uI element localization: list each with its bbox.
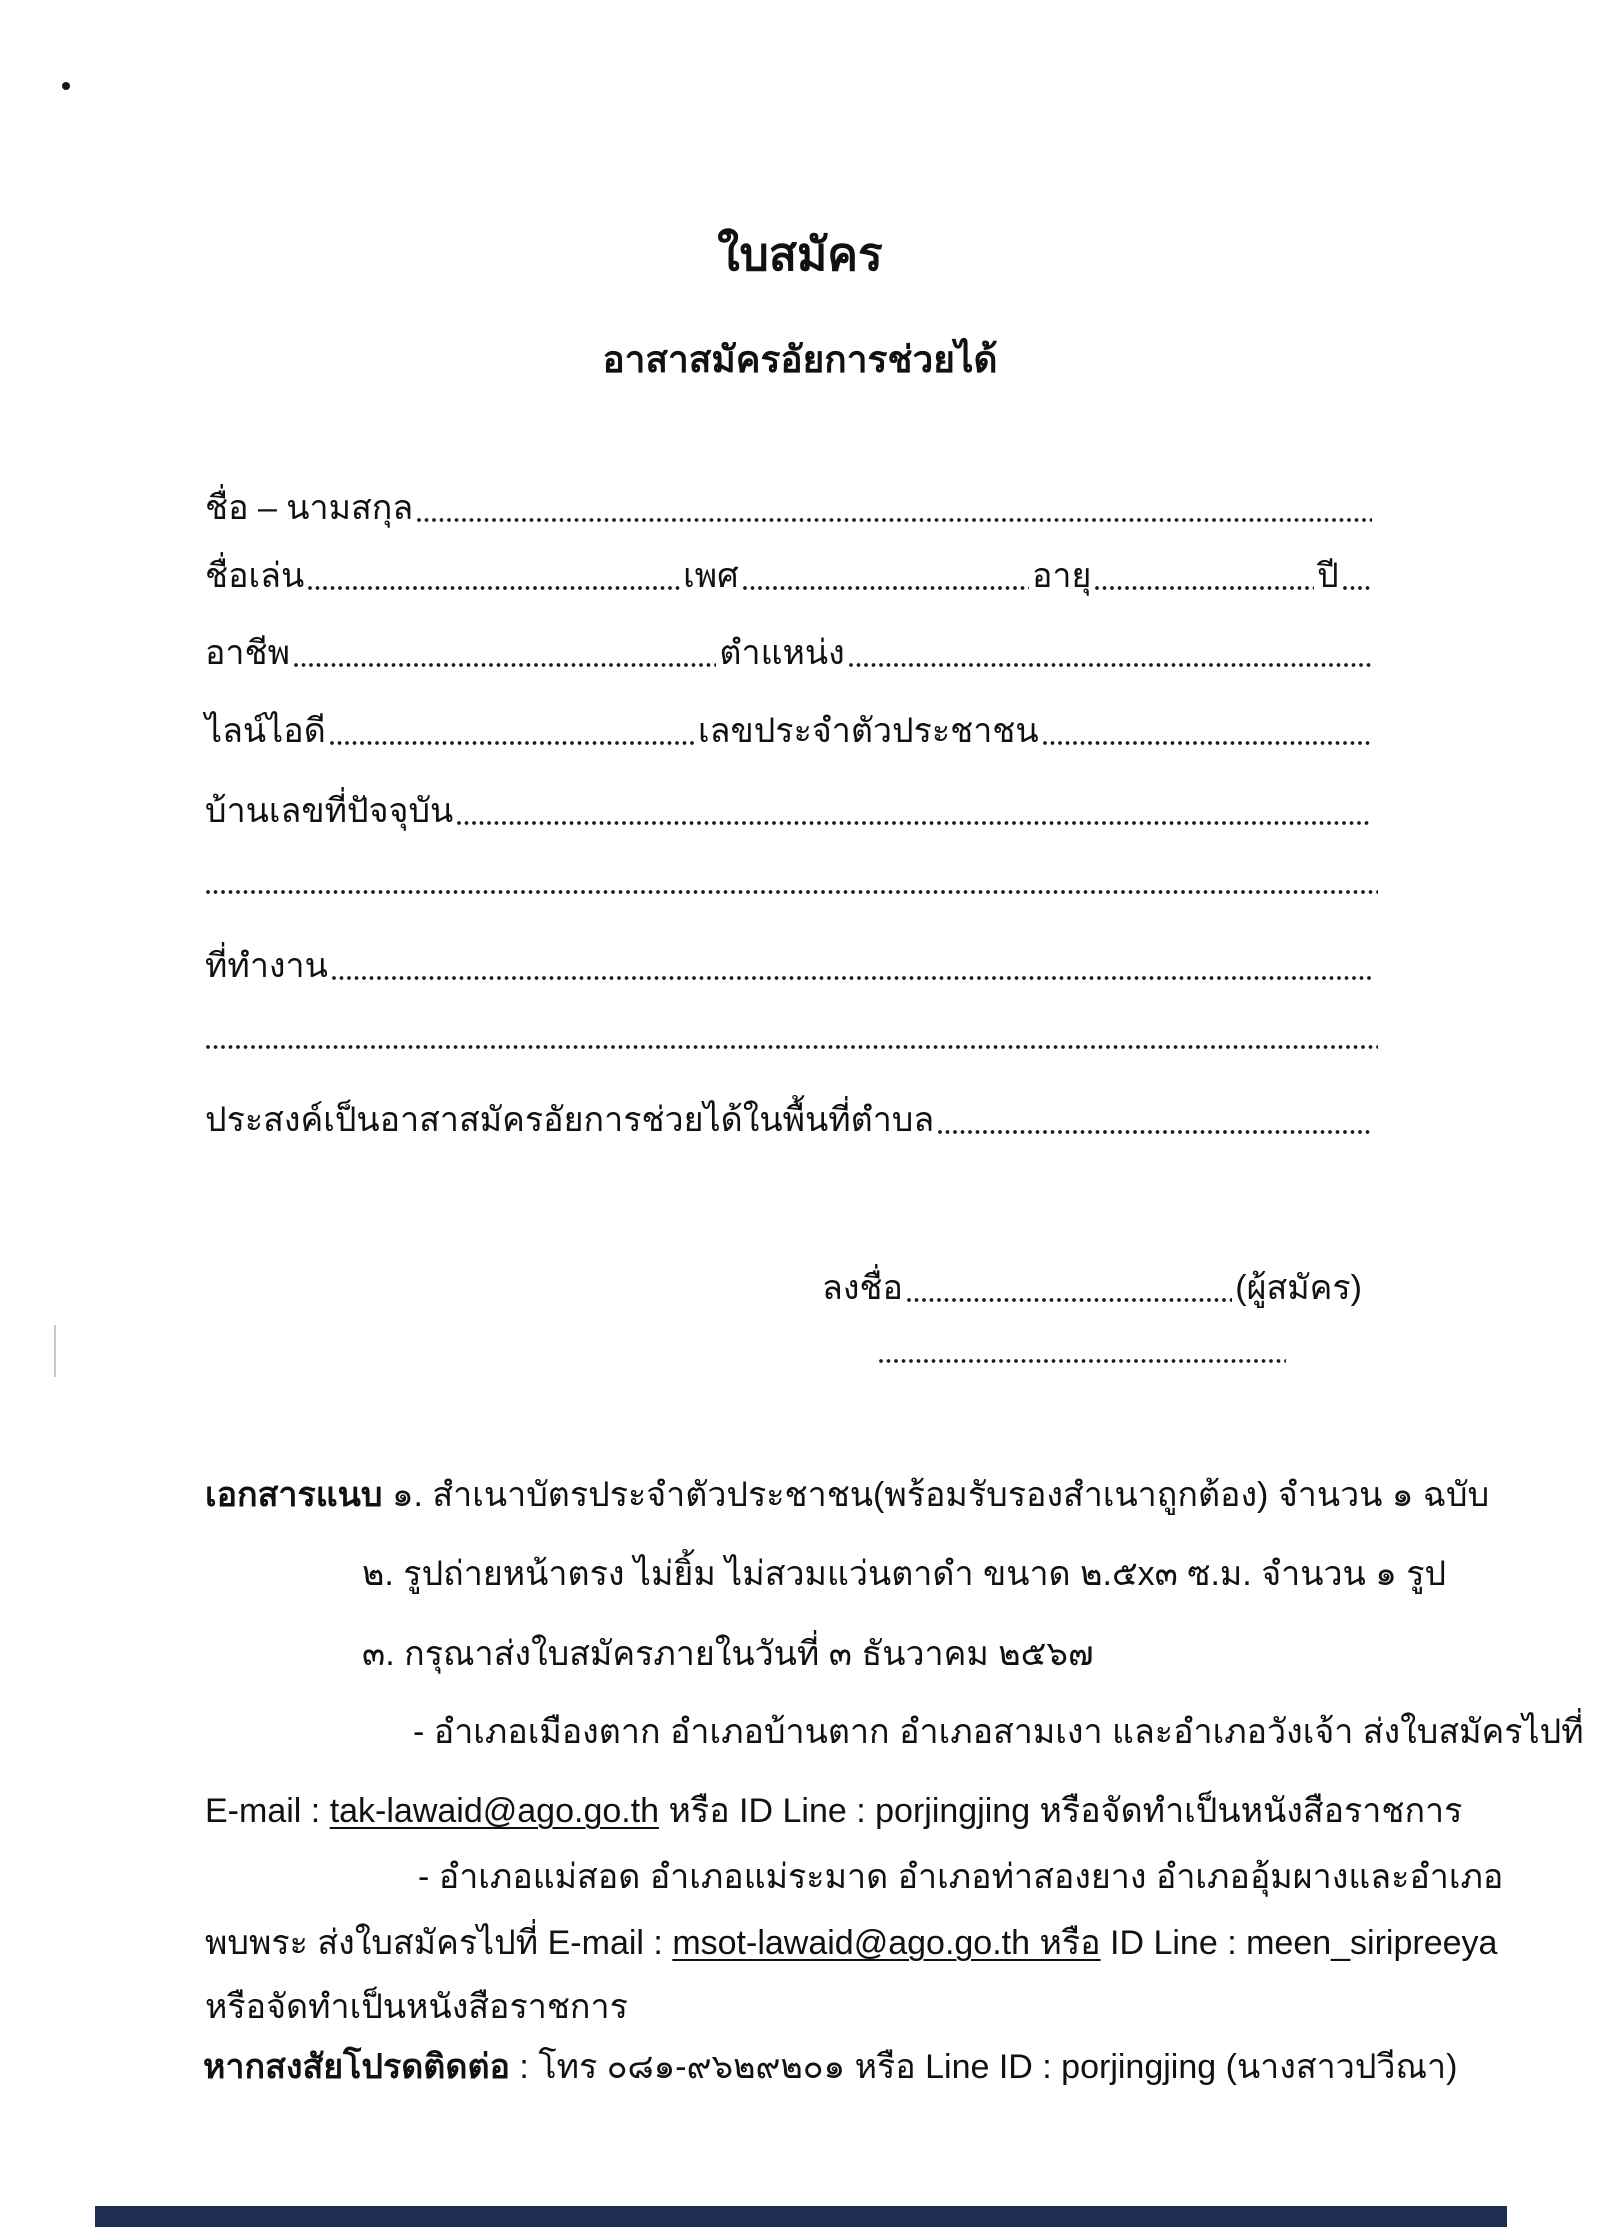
page-title: ใบสมัคร xyxy=(717,228,883,280)
position-field-line xyxy=(848,662,1372,668)
attachments-line-3 xyxy=(362,1631,1094,1679)
attachments-line-1 xyxy=(205,1472,1489,1520)
volunteer-area-field-line xyxy=(937,1129,1372,1135)
tak-email-prefix: E-mail : xyxy=(205,1792,321,1830)
maesot-official-letter-text: หรือจัดทำเป็นหนังสือราชการ xyxy=(205,1988,628,2026)
position-label: ตำแหน่ง xyxy=(719,634,845,672)
scan-dot-artifact xyxy=(62,82,70,90)
maesot-email-prefix: พบพระ ส่งใบสมัครไปที่ E-mail : xyxy=(205,1924,663,1962)
maesot-official-letter-line xyxy=(205,1984,628,2032)
age-label: อายุ xyxy=(1032,557,1092,595)
maesot-email-line xyxy=(205,1920,1497,1968)
field-row-fullname xyxy=(205,486,1375,532)
workplace-continuation-line xyxy=(205,1044,1378,1050)
signature-name-line xyxy=(878,1358,1286,1364)
field-row-occupation-position xyxy=(205,631,1375,677)
tak-email-link[interactable]: tak-lawaid@ago.go.th xyxy=(329,1792,660,1830)
line-id-label: ไลน์ไอดี xyxy=(205,712,326,750)
contact-line xyxy=(203,2044,1457,2092)
field-row-lineid-citizenid xyxy=(205,709,1375,755)
field-row-volunteer-area xyxy=(205,1098,1375,1144)
gender-label: เพศ xyxy=(683,557,739,595)
maesot-districts-text: - อำเภอแม่สอด อำเภอแม่ระมาด อำเภอท่าสองยาง อำเภออุ้มผางและอำเภอ xyxy=(418,1858,1504,1896)
workplace-field-line xyxy=(331,975,1372,981)
attachments-header: เอกสารแนบ xyxy=(205,1476,383,1514)
contact-details: : โทร ๐๘๑-๙๖๒๙๒๐๑ หรือ Line ID : porjingjing (นางสาวปวีณา) xyxy=(519,2048,1458,2086)
scan-edge-bar-artifact xyxy=(95,2206,1507,2227)
line-id-field-line xyxy=(329,740,695,746)
field-row-current-address xyxy=(205,789,1375,835)
age-field-line xyxy=(1094,585,1314,591)
occupation-label: อาชีพ xyxy=(205,634,290,672)
page-subtitle: อาสาสมัครอัยการช่วยได้ xyxy=(602,339,998,380)
attachments-item-1: ๑. สำเนาบัตรประจำตัวประชาชน(พร้อมรับรองสำเนาถูกต้อง) จำนวน ๑ ฉบับ xyxy=(391,1476,1490,1514)
applicant-label: (ผู้สมัคร) xyxy=(1235,1269,1362,1307)
gender-field-line xyxy=(742,585,1029,591)
years-label: ปี xyxy=(1317,557,1339,595)
citizen-id-field-line xyxy=(1042,740,1372,746)
attachments-line-2 xyxy=(362,1551,1446,1599)
tak-email-suffix: หรือ ID Line : porjingjing หรือจัดทำเป็นหนังสือราชการ xyxy=(668,1792,1463,1830)
contact-label: หากสงสัยโปรดติดต่อ xyxy=(203,2048,510,2086)
scan-scratch-artifact xyxy=(54,1325,56,1377)
volunteer-area-label: ประสงค์เป็นอาสาสมัครอัยการช่วยได้ในพื้นที่ตำบล xyxy=(205,1101,935,1139)
maesot-districts-line xyxy=(418,1854,1503,1902)
address-continuation-line xyxy=(205,889,1378,895)
signature-row xyxy=(822,1266,1362,1312)
current-address-label: บ้านเลขที่ปัจจุบัน xyxy=(205,792,454,830)
field-row-nickname-gender-age xyxy=(205,554,1375,600)
sign-label: ลงชื่อ xyxy=(822,1269,903,1307)
years-field-line xyxy=(1342,585,1372,591)
current-address-field-line xyxy=(456,820,1372,826)
tak-districts-line xyxy=(413,1709,1584,1757)
tak-districts-text: - อำเภอเมืองตาก อำเภอบ้านตาก อำเภอสามเงา และอำเภอวังเจ้า ส่งใบสมัครไปที่ xyxy=(413,1713,1584,1751)
fullname-field-line xyxy=(416,517,1372,523)
attachments-item-3: ๓. กรุณาส่งใบสมัครภายในวันที่ ๓ ธันวาคม ๒๕๖๗ xyxy=(362,1635,1094,1673)
workplace-label: ที่ทำงาน xyxy=(205,947,328,985)
nickname-field-line xyxy=(307,585,680,591)
signature-field-line xyxy=(906,1297,1232,1303)
fullname-label: ชื่อ – นามสกุล xyxy=(205,489,414,527)
attachments-item-2: ๒. รูปถ่ายหน้าตรง ไม่ยิ้ม ไม่สวมแว่นตาดำ ขนาด ๒.๕x๓ ซ.ม. จำนวน ๑ รูป xyxy=(362,1555,1447,1593)
nickname-label: ชื่อเล่น xyxy=(205,557,305,595)
citizen-id-label: เลขประจำตัวประชาชน xyxy=(698,712,1039,750)
field-row-workplace xyxy=(205,944,1375,990)
occupation-field-line xyxy=(293,662,716,668)
maesot-email-suffix: ID Line : meen_siripreeya xyxy=(1110,1924,1498,1962)
tak-email-line xyxy=(205,1788,1462,1836)
maesot-email-link[interactable]: msot-lawaid@ago.go.th หรือ xyxy=(672,1924,1101,1962)
